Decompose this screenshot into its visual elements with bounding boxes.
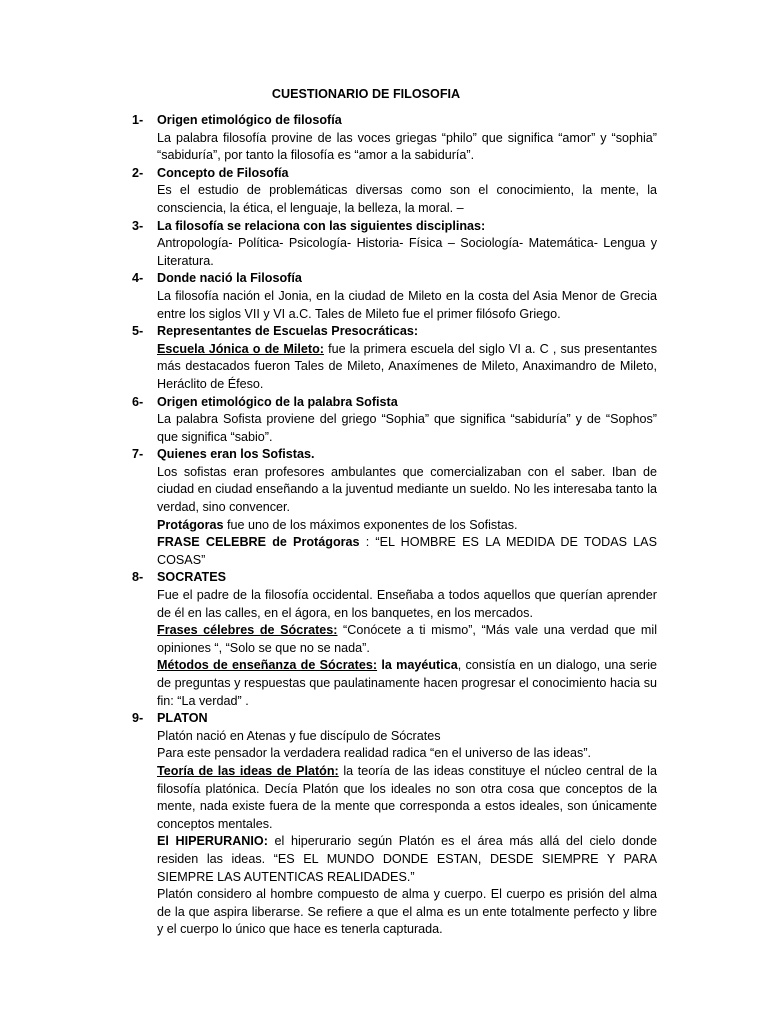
question-number: 1- xyxy=(132,113,144,127)
paragraph-text: Para este pensador la verdadera realidad radica “en el universo de las ideas”. xyxy=(157,746,592,761)
question-body xyxy=(157,270,657,323)
paragraph-text: : “EL HOMBRE ES LA MEDIDA DE TODAS LAS COSAS” xyxy=(157,535,657,567)
bold-term: la mayéutica xyxy=(381,658,458,673)
paragraph-text: Fue el padre de la filosofía occidental. Enseñaba a todos aquellos que querían aprender de él en las calles, en el ágora, en los banquetes, en los mercados. xyxy=(157,588,657,620)
question-heading: Donde nació la Filosofía xyxy=(157,271,302,286)
question-number: 2- xyxy=(132,165,144,180)
answer-paragraph xyxy=(157,833,657,886)
question-heading: PLATON xyxy=(157,711,208,726)
paragraph-text: , consistía en un dialogo, una serie de preguntas y respuestas que paulatinamente hacen progresar el conocimiento hacia su fin: “La verdad” . xyxy=(157,658,658,708)
document-title: CUESTIONARIO DE FILOSOFIA xyxy=(271,87,461,101)
answer-paragraph xyxy=(157,587,657,622)
question-item xyxy=(0,112,768,165)
paragraph-text: “Conócete a ti mismo”, “Más vale una verdad que mil opiniones “, “Solo se que no se nada”. xyxy=(157,623,657,655)
question-heading: Representantes de Escuelas Presocráticas: xyxy=(157,324,419,339)
paragraph-text: fue la primera escuela del siglo VI a. C , sus presentantes más destacados fueron Tales de Mileto, Anaxímenes de Mileto, Anaximandro de Mileto, Heráclito de Éfeso. xyxy=(157,341,657,391)
question-body xyxy=(157,446,657,569)
question-number: 6- xyxy=(132,394,144,409)
question-list xyxy=(0,112,768,939)
question-body xyxy=(157,112,657,165)
underlined-term: Métodos de enseñanza de Sócrates: xyxy=(157,658,378,673)
question-item xyxy=(0,446,768,569)
question-item xyxy=(0,218,768,271)
answer-paragraph xyxy=(157,886,657,939)
question-body xyxy=(157,710,657,939)
question-heading: Origen etimológico de filosofía xyxy=(157,113,342,127)
question-body xyxy=(157,323,657,393)
paragraph-text: Antropología- Política- Psicología- Historia- Física – Sociología- Matemática- Lengua y Literatura. xyxy=(157,236,657,268)
answer-paragraph xyxy=(157,728,657,746)
question-item xyxy=(0,270,768,323)
question-number: 8- xyxy=(132,570,144,585)
question-number: 3- xyxy=(132,218,144,233)
question-number: 4- xyxy=(132,271,144,286)
bold-term: FRASE CELEBRE de Protágoras xyxy=(157,535,360,550)
question-heading: Quienes eran los Sofistas. xyxy=(157,447,315,462)
question-item xyxy=(0,394,768,447)
question-item xyxy=(0,569,768,710)
question-body xyxy=(157,394,657,447)
answer-paragraph xyxy=(157,288,657,323)
paragraph-text: La filosofía nación el Jonia, en la ciudad de Mileto en la costa del Asia Menor de Grecia entre los siglos VII y VI a.C. Tales de Mileto fue el primer filósofo Griego. xyxy=(157,288,657,321)
answer-paragraph xyxy=(157,517,657,535)
question-number: 5- xyxy=(132,324,144,339)
answer-paragraph xyxy=(157,182,657,217)
answer-paragraph xyxy=(157,763,657,833)
bold-term: El HIPERURANIO: xyxy=(157,834,268,849)
question-heading: Origen etimológico de la palabra Sofista xyxy=(157,394,398,409)
paragraph-text: Los sofistas eran profesores ambulantes que comercializaban con el saber. Iban de ciudad en ciudad enseñando a la juventud mediante un sueldo. No les interesaba tanto la verdad, sino convencer. xyxy=(157,464,657,515)
question-heading: SOCRATES xyxy=(157,570,227,585)
question-heading: La filosofía se relaciona con las siguientes disciplinas: xyxy=(157,218,486,233)
paragraph-text: Platón nació en Atenas y fue discípulo de Sócrates xyxy=(157,728,441,743)
underlined-term: Frases célebres de Sócrates: xyxy=(157,623,338,638)
paragraph-text: La palabra filosofía provine de las voces griegas “philo” que significa “amor” y “sophia” “sabiduría”, por tanto la filosofía es “amor a la sabiduría”. xyxy=(157,130,657,163)
paragraph-text: el hiperurario según Platón es el área más allá del cielo donde residen las ideas. “ES EL MUNDO DONDE ESTAN, DESDE SIEMPRE Y PARA SIEMPRE LAS AUTENTICAS REALIDADES.” xyxy=(157,834,657,884)
answer-paragraph xyxy=(157,235,657,270)
answer-paragraph xyxy=(157,130,657,165)
underlined-term: Teoría de las ideas de Platón: xyxy=(157,763,339,778)
question-body xyxy=(157,218,657,271)
question-body xyxy=(157,569,657,710)
paragraph-text: Platón considero al hombre compuesto de alma y cuerpo. El cuerpo es prisión del alma de la que aspira liberarse. Se refiere a que el alma es un ente totalmente perfecto y libre y el cuerpo lo único que hace es tenerla capturada. xyxy=(157,887,657,937)
question-body xyxy=(157,165,657,218)
answer-paragraph xyxy=(157,341,657,394)
question-heading: Concepto de Filosofía xyxy=(157,165,289,180)
question-number: 7- xyxy=(132,447,144,462)
answer-paragraph xyxy=(157,622,657,657)
paragraph-text: fue uno de los máximos exponentes de los Sofistas. xyxy=(223,517,518,532)
question-number: 9- xyxy=(132,711,144,726)
paragraph-text: Es el estudio de problemáticas diversas como son el conocimiento, la mente, la consciencia, la ética, el lenguaje, la belleza, la moral. – xyxy=(157,183,657,215)
question-item xyxy=(0,165,768,218)
answer-paragraph xyxy=(157,657,657,710)
answer-paragraph xyxy=(157,411,657,446)
answer-paragraph xyxy=(157,745,657,763)
bold-term: Protágoras xyxy=(157,517,224,532)
question-item xyxy=(0,323,768,393)
underlined-term: Escuela Jónica o de Mileto: xyxy=(157,341,324,356)
paragraph-text: La palabra Sofista proviene del griego “Sophia” que significa “sabiduría” y de “Sophos” que significa “sabio”. xyxy=(157,412,657,444)
answer-paragraph xyxy=(157,464,657,517)
question-item xyxy=(0,710,768,939)
paragraph-text: la teoría de las ideas constituye el núcleo central de la filosofía platónica. Decía Platón que los ideales no son otra cosa que conceptos de la mente, nada existe fuera de la mente que corresponda a estos ideales, son únicamente conceptos mentales. xyxy=(157,763,657,831)
answer-paragraph xyxy=(157,534,657,569)
